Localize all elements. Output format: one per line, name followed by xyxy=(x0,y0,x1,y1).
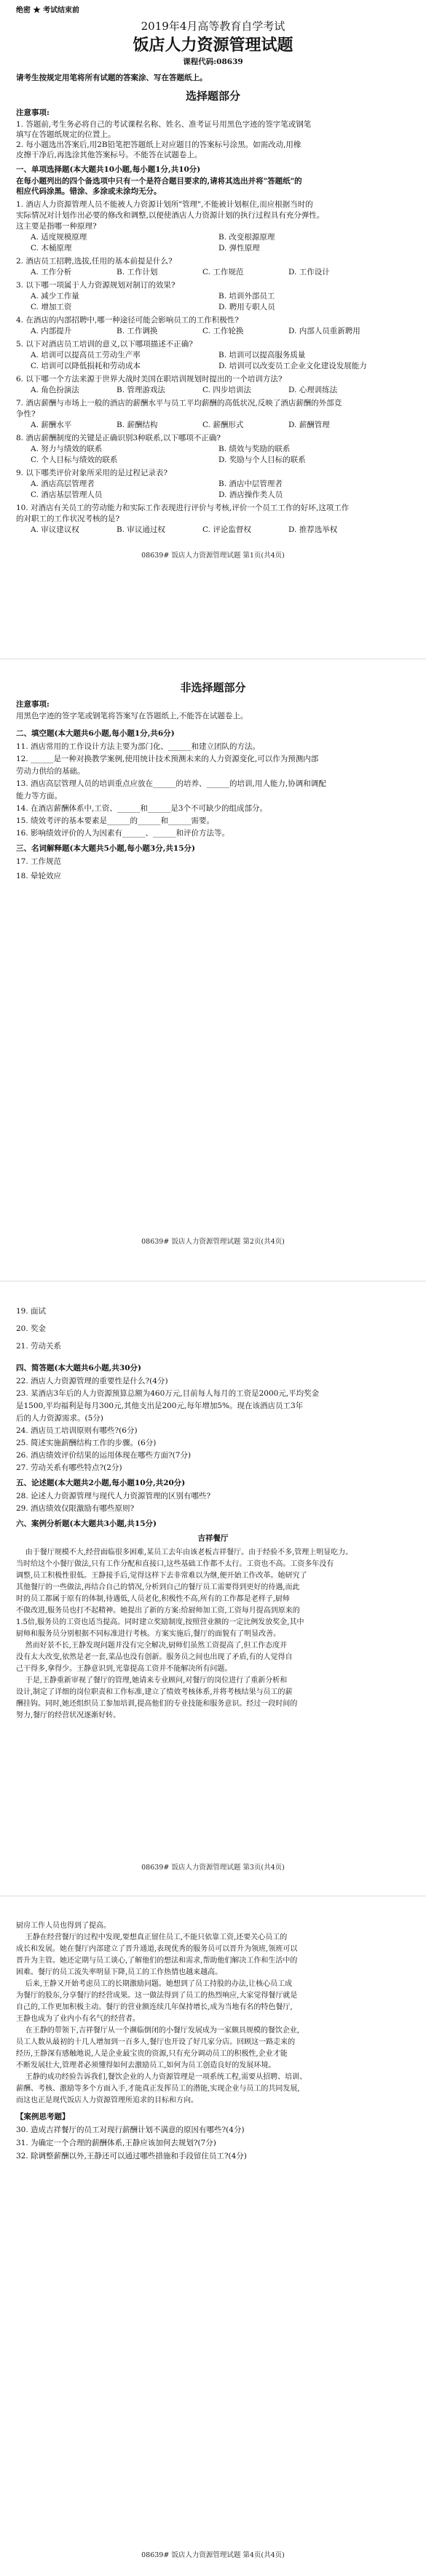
option-a: A. 努力与绩效的联系 xyxy=(31,445,103,453)
option-d: D. 心理训练法 xyxy=(288,386,338,394)
fill-question: 12. ______是一种对换教学案例,使用统计技术预测未来的人力资源变化,可以作为预测内部 xyxy=(16,755,319,763)
option-b: B. 培训外部员工 xyxy=(218,292,275,301)
section-heading: 四、简答题(本大题共6小题,共30分) xyxy=(16,1364,142,1372)
options-row xyxy=(0,455,426,465)
options-row xyxy=(0,490,426,500)
page-footer: 08639# 饭店人力资源管理试题 第1页(共4页) xyxy=(141,552,285,560)
option-b: B. 审议通过权 xyxy=(117,525,165,534)
section-note: 在每小题列出的四个备选项中只有一个是符合题目要求的,请将其选出并将"答题纸"的 xyxy=(16,177,302,186)
case-text: 己干得多,拿得少。王静意识到,光靠提高工资并不能解决所有问题。 xyxy=(16,1665,232,1673)
options-row xyxy=(0,525,426,535)
notice-line: 1. 答题前,考生务必将自己的考试课程名称、姓名、准考证号用黑色字迹的签字笔或钢笔 xyxy=(16,120,312,129)
question-stem: 8. 酒店薪酬制度的关键是正确识别3种联系,以下哪项不正确? xyxy=(16,434,221,442)
option-a: A. 审议建议权 xyxy=(31,525,79,534)
section-heading: 一、单项选择题(本大题共10小题,每小题1分,共10分) xyxy=(16,165,201,174)
case-title: 吉祥餐厅 xyxy=(197,1534,229,1543)
case-text: 经历,王静深有感触地说,人是企业最宝贵的资源,只有充分调动员工的积极性,企业才能 xyxy=(16,2050,288,2058)
case-text: 而这也正是现代饭店人力资源管理所追求的目标和方向。 xyxy=(16,2096,198,2104)
options-row xyxy=(0,302,426,312)
option-a: A. 角色扮演法 xyxy=(31,386,79,394)
term-question: 17. 工作规范 xyxy=(16,857,62,866)
case-text: 其他餐厅的一些做法,再结合自己的情况,分析到自己的餐厅员工需要得到更好的待遇,而此 xyxy=(16,1583,300,1591)
options-row xyxy=(0,420,426,430)
option-b: B. 工作调换 xyxy=(117,327,158,335)
option-a: A. 适度规模原理 xyxy=(31,233,87,242)
section-note: 相应代码涂黑。错涂、多涂或未涂均无分。 xyxy=(16,187,162,196)
term-question: 20. 奖金 xyxy=(16,1324,47,1333)
option-a: A. 减少工作量 xyxy=(31,292,79,301)
option-a: A. 薪酬水平 xyxy=(31,421,72,429)
options-row xyxy=(0,232,426,242)
option-c: C. 酒店基层管理人员 xyxy=(31,490,103,499)
case-question-heading: 【案例思考题】 xyxy=(16,2112,70,2121)
notice-line: 2. 每小题选出答案后,用2B铅笔把答题纸上对应题目的答案标号涂黑。如需改动,用橡 xyxy=(16,140,301,149)
question-stem: 6. 以下哪一个方法来源于世界大战时美国在职培训规划时提出的一个培训方法? xyxy=(16,375,283,383)
short-question: 24. 酒店员工培训原则有哪些?(6分) xyxy=(16,1426,138,1435)
exam-title: 饭店人力资源管理试题 xyxy=(133,36,293,55)
option-d: D. 工作设计 xyxy=(288,268,330,277)
option-d: D. 酒店操作类人员 xyxy=(218,490,283,499)
case-text: 厨师和服务员分别根据不同标准进行考核。方案实施后,餐厅的面貌有了明显改善。 xyxy=(16,1630,281,1638)
case-text: 为餐厅的股东,分享餐厅的经营成果。这一做法得到了员工的热烈响应,大家觉得餐厅就是 xyxy=(16,1992,298,2000)
secret-tag: 绝密 ★ 考试结束前 xyxy=(16,7,79,15)
option-d: D. 薪酬管理 xyxy=(288,421,330,429)
page-footer: 08639# 饭店人力资源管理试题 第4页(共4页) xyxy=(141,2551,285,2559)
option-b: B. 工作计划 xyxy=(117,268,158,277)
option-b: B. 绩效与奖励的联系 xyxy=(218,445,291,453)
case-text: 设计,制定了详细的岗位职责和工作标准,建立了绩效考核体系,并将考核结果与员工的薪 xyxy=(16,1688,293,1696)
option-d: D. 奖励与个人目标的联系 xyxy=(218,456,306,464)
essay-question: 29. 酒店绩效仅限激励有哪些原则? xyxy=(16,1504,135,1513)
case-text: 王静也成为了业内小有名气的经营者。 xyxy=(16,2015,140,2023)
option-b: B. 薪酬结构 xyxy=(117,421,158,429)
short-question: 27. 劳动关系有哪些特点?(2分) xyxy=(16,1463,122,1472)
fill-question: 劳动力供给的基础。 xyxy=(16,767,85,776)
options-row xyxy=(0,361,426,371)
question-stem: 9. 以下哪类评价对象所采用的是过程记录表? xyxy=(16,469,167,477)
section-heading: 三、名词解释题(本大题共5小题,每小题3分,共15分) xyxy=(16,844,195,853)
case-text: 困难。餐厅的员工流失率明显下降,员工的工作热情也越来越高。 xyxy=(16,1968,223,1976)
option-a: A. 工作分析 xyxy=(31,268,72,277)
case-text: 自己的,工作更加积极主动。餐厅的营业额连续几年保持增长,成为当地有名的特色餐厅, xyxy=(16,2003,293,2011)
question-stem: 这主要是指哪一种原理? xyxy=(16,222,97,231)
option-c: C. 四步培训法 xyxy=(202,386,251,394)
question-stem: 7. 酒店薪酬与市场上一般的酒店的薪酬水平与员工平均薪酬的高低状况,反映了酒店薪酬的外部竞 xyxy=(16,399,342,408)
case-text: 员工人数从最初的十几人增加到一百多人,餐厅也开设了好几家分店。回顾这一路走来的 xyxy=(16,2038,296,2046)
question-stem: 3. 以下哪一项属于人力资源规划对制订的效果? xyxy=(16,281,175,290)
fill-question: 能力等方面。 xyxy=(16,792,62,800)
options-row xyxy=(0,385,426,395)
option-c: C. 薪酬形式 xyxy=(202,421,244,429)
short-question: 是1500,平均福利是每月300元,其他支出是200元,每年增加5%。现在该酒店员工3年 xyxy=(16,1402,304,1410)
options-row xyxy=(0,291,426,301)
case-text: 然而好景不长,王静发现问题并没有完全解决,厨师们虽然工资提高了,但工作态度并 xyxy=(16,1642,288,1650)
options-row xyxy=(0,350,426,360)
options-row xyxy=(0,267,426,277)
page-footer: 08639# 饭店人力资源管理试题 第2页(共4页) xyxy=(141,1238,285,1246)
term-question: 19. 面试 xyxy=(16,1307,47,1316)
case-text: 于是,王静重新审视了餐厅的管理,她请来专业顾问,对餐厅的岗位进行了重新分析和 xyxy=(16,1677,288,1685)
part-title: 非选择题部分 xyxy=(180,681,246,694)
section-heading: 二、填空题(本大题共6小题,每小题1分,共6分) xyxy=(16,729,175,738)
term-question: 21. 劳动关系 xyxy=(16,1342,62,1351)
case-text: 努力,餐厅的经营状况逐渐好转。 xyxy=(16,1712,121,1720)
fill-question: 14. 在酒店薪酬体系中,工资、______和______是3个不可缺少的组成部分。 xyxy=(16,804,268,813)
instruction-top: 请考生按规定用笔将所有试题的答案涂、写在答题纸上。 xyxy=(16,73,208,82)
case-text: 成长和发展。她在餐厅内部建立了晋升通道,表现优秀的服务员可以晋升为领班,领班可以 xyxy=(16,1945,298,1953)
fill-question: 15. 绩效考评的基本要素是______的______和______需要。 xyxy=(16,816,215,825)
case-text: 没有太大改变,依然是老一套,菜品也没有创新。服务员之间也出现了矛盾,有的人觉得自 xyxy=(16,1653,293,1661)
options-row xyxy=(0,479,426,489)
term-question: 18. 晕轮效应 xyxy=(16,872,62,880)
fill-question: 16. 影响绩效评价的人为因素有______、______和评价方法等。 xyxy=(16,829,230,838)
case-text: 调整,员工积极性很低。王静接手后,觉得这样下去非常难以为继,便开始工作改革。她研究了 xyxy=(16,1572,307,1580)
options-row xyxy=(0,243,426,253)
notice-heading: 注意事项: xyxy=(16,700,50,709)
short-question: 23. 某酒店3年后的人力资源预算总额为460万元,目前每人每月的工资是2000元,平均奖金 xyxy=(16,1389,320,1398)
course-code: 课程代码:08639 xyxy=(183,57,243,66)
options-row xyxy=(0,326,426,336)
page-footer: 08639# 饭店人力资源管理试题 第3页(共4页) xyxy=(141,1864,285,1872)
option-d: D. 聘用专职人员 xyxy=(218,303,275,311)
case-text: 时的员工都属于原有的体制,待遇低,人员老化,积极性不高,所有的工作都是老样子,厨师 xyxy=(16,1595,290,1603)
fill-question: 11. 酒店常用的工作设计方法主要为部门化、______和建立团队的方法。 xyxy=(16,742,261,751)
option-a: A. 酒店高层管理者 xyxy=(31,480,95,488)
case-question: 30. 造成吉祥餐厅的员工对现行薪酬计划不满意的原因有哪些?(4分) xyxy=(16,2126,245,2134)
options-row xyxy=(0,444,426,454)
short-question: 后的人力资源需求。(5分) xyxy=(16,1414,103,1423)
option-c: C. 增加工资 xyxy=(31,303,72,311)
notice-line: 用黑色字迹的签字笔或钢笔将答案写在答题纸上,不能答在试题卷上。 xyxy=(16,712,248,720)
section-heading: 五、论述题(本大题共2小题,每小题10分,共20分) xyxy=(16,1479,186,1487)
notice-line: 填写在答题纸规定的位置上。 xyxy=(16,130,116,139)
question-stem: 4. 在酒店的内部招聘中,哪一种途径可能会影响员工的工作积极性? xyxy=(16,316,239,325)
question-stem: 争性? xyxy=(16,410,36,418)
short-question: 22. 酒店人力资源管理的重要性是什么?(4分) xyxy=(16,1377,168,1386)
case-text: 在王静的带领下,吉祥餐厅从一个濒临倒闭的小餐厅发展成为一家颇具规模的餐饮企业, xyxy=(16,2027,300,2035)
case-text: 1.5倍,服务员的工资也适当提高。同时建立奖励制度,按照营业额的一定比例发放奖金,其中 xyxy=(16,1618,304,1626)
option-d: D. 内部人员重新聘用 xyxy=(288,327,360,335)
case-text: 厨房工作人员也得到了提高。 xyxy=(16,1922,111,1930)
question-stem: 实际情况对计划作出必要的修改和调整,以便使酒店人力资源计划的执行过程具有充分弹性。 xyxy=(16,211,325,220)
option-c: C. 个人目标与绩效的联系 xyxy=(31,456,118,464)
question-stem: 的对职工的工作状况考核的是? xyxy=(16,514,120,523)
notice-heading: 注意事项: xyxy=(16,108,50,117)
case-text: 不做改进,服务员也打不起精神。她提出了新的方案:给厨师加工资,工资每月提高到原来的 xyxy=(16,1607,300,1615)
question-stem: 2. 酒店员工招聘,选拔,任用的基本前提是什么? xyxy=(16,257,173,266)
option-a: A. 培训可以提高员工劳动生产率 xyxy=(31,351,141,359)
short-question: 25. 简述实施薪酬结构工作的步骤。(6分) xyxy=(16,1439,157,1447)
case-question: 32. 除调整薪酬以外,王静还可以通过哪些措施和手段留住员工?(4分) xyxy=(16,2152,247,2160)
case-text: 王静的成功经验告诉我们,餐饮企业的人力资源管理是一项系统工程,需要从招聘、培训、 xyxy=(16,2073,307,2081)
case-question: 31. 为确定一个合理的薪酬体系,王静应该加何去规划?(7分) xyxy=(16,2139,216,2147)
essay-question: 28. 论述人力资源管理与现代人力资源管理的区别有哪些? xyxy=(16,1492,211,1500)
case-text: 由于餐厅规模不大,经营面临很多困难,某员工去年由该老板吉祥餐厅。由于经验不多,管理上明显吃力。 xyxy=(16,1549,353,1557)
short-question: 26. 酒店绩效评价结果的运用体现在哪些方面?(7分) xyxy=(16,1451,192,1460)
exam-date: 2019年4月高等教育自学考试 xyxy=(141,20,285,33)
case-text: 不断发展壮大,管理者必须懂得如何去激励员工,如何为员工创造良好的发展环境。 xyxy=(16,2062,276,2070)
fill-question: 13. 酒店高层管理人员的培训重点应放在______的培养、______的培训,用人能力,协调和调配 xyxy=(16,779,326,788)
option-c: C. 培训可以降低损耗和劳动成本 xyxy=(31,362,141,370)
part-title: 选择题部分 xyxy=(185,90,240,103)
option-d: D. 推荐选举权 xyxy=(288,525,338,534)
notice-line: 皮擦干净后,再选涂其他答案标号。不能答在试题卷上。 xyxy=(16,151,202,159)
case-text: 当时给这个小餐厅做法,只有工作分配和直接口,这些基础工作都不太行。工资也不高。工资多年没有 xyxy=(16,1560,334,1568)
question-stem: 1. 酒店人力资源管理人员不能被人力资源计划所"管理",不能被计划框住,而应根据当时的 xyxy=(16,200,313,209)
option-b: B. 酒店中层管理者 xyxy=(218,480,283,488)
section-heading: 六、案例分析题(本大题共3小题,共15分) xyxy=(16,1519,157,1528)
question-stem: 10. 对酒店有关员工的劳动能力和实际工作表现进行评价与考核,评价一个员工工作的好坏,这项工作 xyxy=(16,504,350,512)
option-b: B. 培训可以提高服务质量 xyxy=(218,351,306,359)
case-text: 酬挂钩。同时,她还组织员工参加培训,提高他们的专业技能和服务意识。经过一段时间的 xyxy=(16,1700,298,1708)
option-a: A. 内部提升 xyxy=(31,327,72,335)
option-c: C. 评论监督权 xyxy=(202,525,251,534)
case-text: 晋升为主管。她还定期与员工谈心,了解他们的想法和需求,帮助他们解决工作和生活中的 xyxy=(16,1957,298,1965)
question-stem: 5. 以下对酒店员工培训的意义,以下哪项描述不正确? xyxy=(16,340,193,349)
option-d: D. 培训可以改变员工企业文化建设发展能力 xyxy=(218,362,367,370)
option-c: C. 木桶原理 xyxy=(31,244,72,253)
option-b: B. 管理游戏法 xyxy=(117,386,165,394)
option-b: B. 改变根源原理 xyxy=(218,233,275,242)
option-c: C. 工作轮换 xyxy=(202,327,244,335)
case-text: 薪酬、考核、激励等多个方面入手,才能真正发挥员工的潜能,实现企业与员工的共同发展, xyxy=(16,2085,300,2093)
option-d: D. 弹性原理 xyxy=(218,244,260,253)
option-c: C. 工作规范 xyxy=(202,268,244,277)
case-text: 王静在经营餐厅的过程中发现,要想真正留住员工,不能只依靠工资,还要关心员工的 xyxy=(16,1933,288,1941)
case-text: 后来,王静又开始考虑员工的长期激励问题。她想到了员工持股的办法,让核心员工成 xyxy=(16,1980,293,1988)
